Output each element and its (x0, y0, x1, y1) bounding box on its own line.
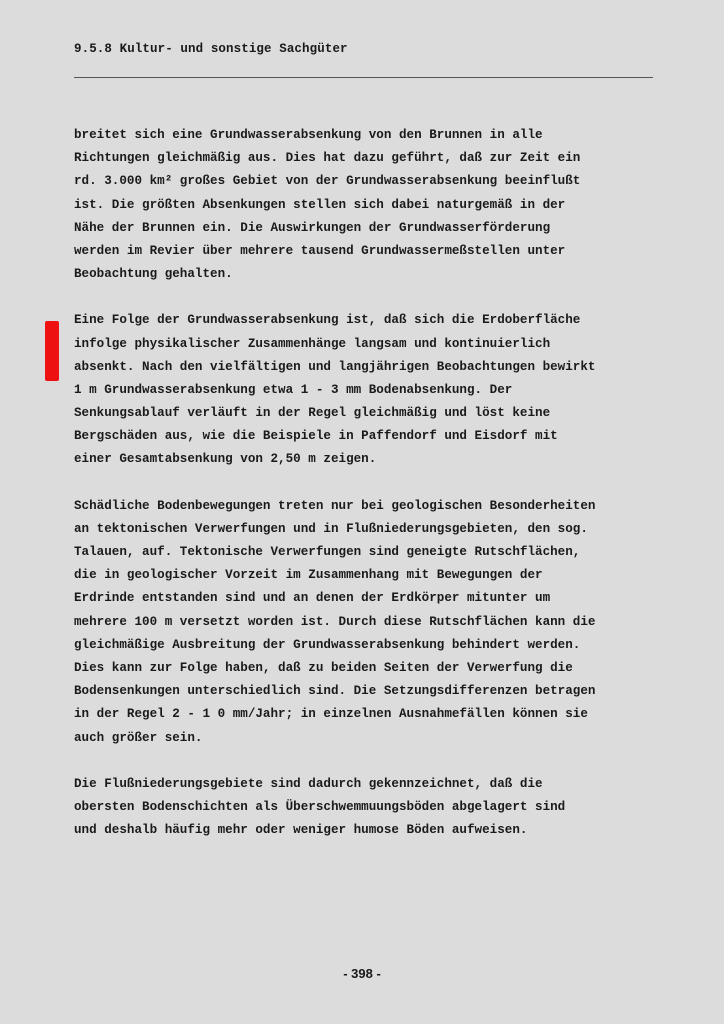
text-line: Erdrinde entstanden sind und an denen der Erdkörper mitunter um (74, 591, 551, 606)
text-line: Eine Folge der Grundwasserabsenkung ist, daß sich die Erdoberfläche (74, 313, 581, 328)
text-line: infolge physikalischer Zusammenhänge langsam und kontinuierlich (74, 336, 551, 351)
text-line: Nähe der Brunnen ein. Die Auswirkungen der Grundwasserförderung (74, 220, 551, 235)
text-line: absenkt. Nach den vielfältigen und langjährigen Beobachtungen bewirkt (74, 359, 596, 374)
paragraph (74, 495, 674, 750)
text-line: und deshalb häufig mehr oder weniger humose Böden aufweisen. (74, 823, 528, 838)
text-line: rd. 3.000 km² großes Gebiet von der Grundwasserabsenkung beeinflußt (74, 174, 581, 189)
text-line: in der Regel 2 - 1 0 mm/Jahr; in einzelnen Ausnahmefällen können sie (74, 707, 588, 722)
text-line: einer Gesamtabsenkung von 2,50 m zeigen. (74, 452, 377, 467)
text-line: mehrere 100 m versetzt worden ist. Durch diese Rutschflächen kann die (74, 614, 596, 629)
section-heading: 9.5.8 Kultur- und sonstige Sachgüter (74, 42, 348, 56)
text-line: Talauen, auf. Tektonische Verwerfungen sind geneigte Rutschflächen, (74, 545, 581, 559)
text-line: Dies kann zur Folge haben, daß zu beiden Seiten der Verwerfung die (74, 660, 573, 675)
text-line: werden im Revier über mehrere tausend Grundwassermeßstellen unter (74, 243, 566, 258)
text-line: 1 m Grundwasserabsenkung etwa 1 - 3 mm Bodenabsenkung. Der (74, 382, 513, 397)
page-number: - 398 - (343, 966, 381, 981)
header-divider (74, 77, 653, 78)
text-line: Schädliche Bodenbewegungen treten nur bei geologischen Besonderheiten (74, 498, 596, 513)
text-line: obersten Bodenschichten als Überschwemmuungsböden abgelagert sind (74, 799, 566, 814)
text-line: breitet sich eine Grundwasserabsenkung von den Brunnen in alle (74, 128, 543, 142)
text-line: gleichmäßige Ausbreitung der Grundwasserabsenkung behindert werden. (74, 637, 581, 652)
text-line: Beobachtung gehalten. (74, 267, 233, 282)
paragraph (74, 773, 674, 843)
text-line: auch größer sein. (74, 730, 203, 745)
body-text (74, 124, 674, 865)
text-line: Senkungsablauf verläuft in der Regel gleichmäßig und löst keine (74, 406, 551, 421)
text-line: Richtungen gleichmäßig aus. Dies hat dazu geführt, daß zur Zeit ein (74, 151, 581, 166)
text-line: Bergschäden aus, wie die Beispiele in Paffendorf und Eisdorf mit (74, 429, 558, 444)
revision-marker (45, 321, 59, 381)
paragraph (74, 309, 674, 471)
text-line: ist. Die größten Absenkungen stellen sich dabei naturgemäß in der (74, 197, 566, 212)
text-line: Bodensenkungen unterschiedlich sind. Die Setzungsdifferenzen betragen (74, 684, 596, 699)
text-line: die in geologischer Vorzeit im Zusammenhang mit Bewegungen der (74, 568, 543, 583)
text-line: Die Flußniederungsgebiete sind dadurch gekennzeichnet, daß die (74, 776, 543, 791)
text-line: an tektonischen Verwerfungen und in Flußniederungsgebieten, den sog. (74, 521, 588, 536)
paragraph (74, 124, 674, 286)
